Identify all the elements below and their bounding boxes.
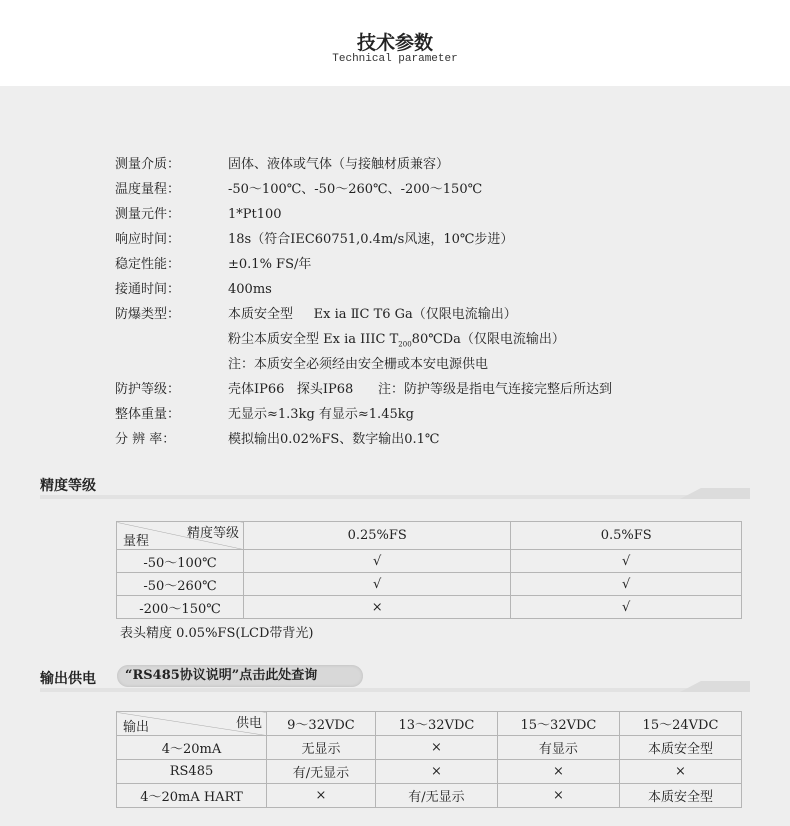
spec-value: 壳体IP66 探头IP68 注：防护等级是指电气连接完整后所达到 (228, 382, 613, 397)
corner-top: 供电 (235, 716, 262, 731)
spec-row (115, 280, 612, 305)
table-row (117, 550, 742, 573)
table-row (117, 784, 742, 808)
corner-bottom: 量程 (123, 534, 150, 549)
corner-bottom: 输出 (123, 720, 150, 735)
divider-accent (680, 681, 750, 692)
spec-row (115, 180, 612, 205)
spec-value: 本质安全型 Ex ia ⅡC T6 Ga（仅限电流输出） (228, 307, 517, 322)
column-header: 15～32VDC (497, 712, 619, 736)
table-row (117, 596, 742, 619)
spec-label: 响应时间： (115, 232, 181, 247)
spec-value: ±0.1% FS/年 (228, 257, 312, 272)
table-cell: × (497, 760, 619, 784)
spec-row (115, 205, 612, 230)
table-cell: √ (511, 550, 742, 573)
spec-value: 18s（符合IEC60751,0.4m/s风速，10℃步进） (228, 232, 514, 247)
spec-value: 注：本质安全必须经由安全栅或本安电源供电 (228, 357, 489, 372)
spec-row (115, 330, 612, 355)
table-row (117, 736, 742, 760)
subscript: 200 (398, 340, 412, 349)
table-cell: × (619, 760, 741, 784)
spec-label: 防护等级： (115, 382, 181, 397)
divider (40, 495, 750, 499)
spec-value-part: 80℃Da（仅限电流输出） (411, 332, 565, 347)
spec-row (115, 230, 612, 255)
spec-label: 稳定性能： (115, 257, 181, 272)
row-header: -50～100℃ (117, 550, 244, 573)
row-header: -200～150℃ (117, 596, 244, 619)
accuracy-section-heading (40, 475, 750, 505)
output-table (116, 711, 742, 808)
spec-value: 400ms (228, 282, 272, 297)
page-subtitle: Technical parameter (332, 53, 458, 65)
column-header: 9～32VDC (267, 712, 376, 736)
spec-list (115, 155, 612, 455)
table-cell: √ (244, 550, 511, 573)
spec-row (115, 305, 612, 330)
spec-row (115, 405, 612, 430)
table-cell: × (375, 736, 497, 760)
spec-row (115, 155, 612, 180)
table-cell: 有/无显示 (375, 784, 497, 808)
table-cell: 有/无显示 (267, 760, 376, 784)
table-cell: 无显示 (267, 736, 376, 760)
spec-label: 温度量程： (115, 182, 181, 197)
row-header: -50～260℃ (117, 573, 244, 596)
spec-value: 1*Pt100 (228, 207, 282, 222)
spec-label: 分 辨 率： (115, 432, 176, 447)
spec-row (115, 430, 612, 455)
row-header: 4～20mA (117, 736, 267, 760)
table-cell: × (375, 760, 497, 784)
column-header: 0.25%FS (244, 522, 511, 550)
column-header: 0.5%FS (511, 522, 742, 550)
section-title: 精度等级 (40, 478, 96, 494)
row-header: RS485 (117, 760, 267, 784)
row-header: 4～20mA HART (117, 784, 267, 808)
corner-top: 精度等级 (186, 526, 239, 541)
table-cell: 本质安全型 (619, 784, 741, 808)
spec-label (115, 330, 228, 355)
output-section-heading (40, 668, 750, 698)
page-header (0, 0, 790, 86)
table-cell: √ (244, 573, 511, 596)
corner-cell (117, 522, 244, 550)
spec-label: 整体重量： (115, 407, 181, 422)
table-row (117, 573, 742, 596)
corner-cell (117, 712, 267, 736)
table-cell: 本质安全型 (619, 736, 741, 760)
table-cell: × (497, 784, 619, 808)
table-cell: × (267, 784, 376, 808)
rs485-protocol-link[interactable]: “RS485协议说明”点击此处查询 (117, 665, 363, 687)
spec-label (115, 355, 228, 380)
spec-row (115, 255, 612, 280)
spec-value (228, 330, 565, 355)
table-cell: × (244, 596, 511, 619)
spec-row (115, 355, 612, 380)
table-cell: √ (511, 596, 742, 619)
divider (40, 688, 750, 692)
spec-value-part: 粉尘本质安全型 Ex ia IIIC T (228, 332, 399, 347)
accuracy-table (116, 521, 742, 619)
spec-value: -50～100℃、-50～260℃、-200～150℃ (228, 182, 483, 197)
table-cell: √ (511, 573, 742, 596)
spec-label: 测量元件： (115, 207, 181, 222)
spec-label: 测量介质： (115, 157, 181, 172)
column-header: 15～24VDC (619, 712, 741, 736)
divider-accent (680, 488, 750, 499)
spec-row (115, 380, 612, 405)
display-accuracy-note: 表头精度 0.05%FS(LCD带背光) (120, 626, 314, 641)
spec-value: 模拟输出0.02%FS、数字输出0.1℃ (228, 432, 440, 447)
spec-label: 接通时间： (115, 282, 181, 297)
spec-value: 固体、液体或气体（与接触材质兼容） (228, 157, 450, 172)
column-header: 13～32VDC (375, 712, 497, 736)
page-title: 技术参数 (356, 32, 433, 54)
table-row (117, 760, 742, 784)
spec-label: 防爆类型： (115, 307, 181, 322)
section-title: 输出供电 (40, 671, 96, 687)
table-cell: 有显示 (497, 736, 619, 760)
spec-value: 无显示≈1.3kg 有显示≈1.45kg (228, 407, 414, 422)
